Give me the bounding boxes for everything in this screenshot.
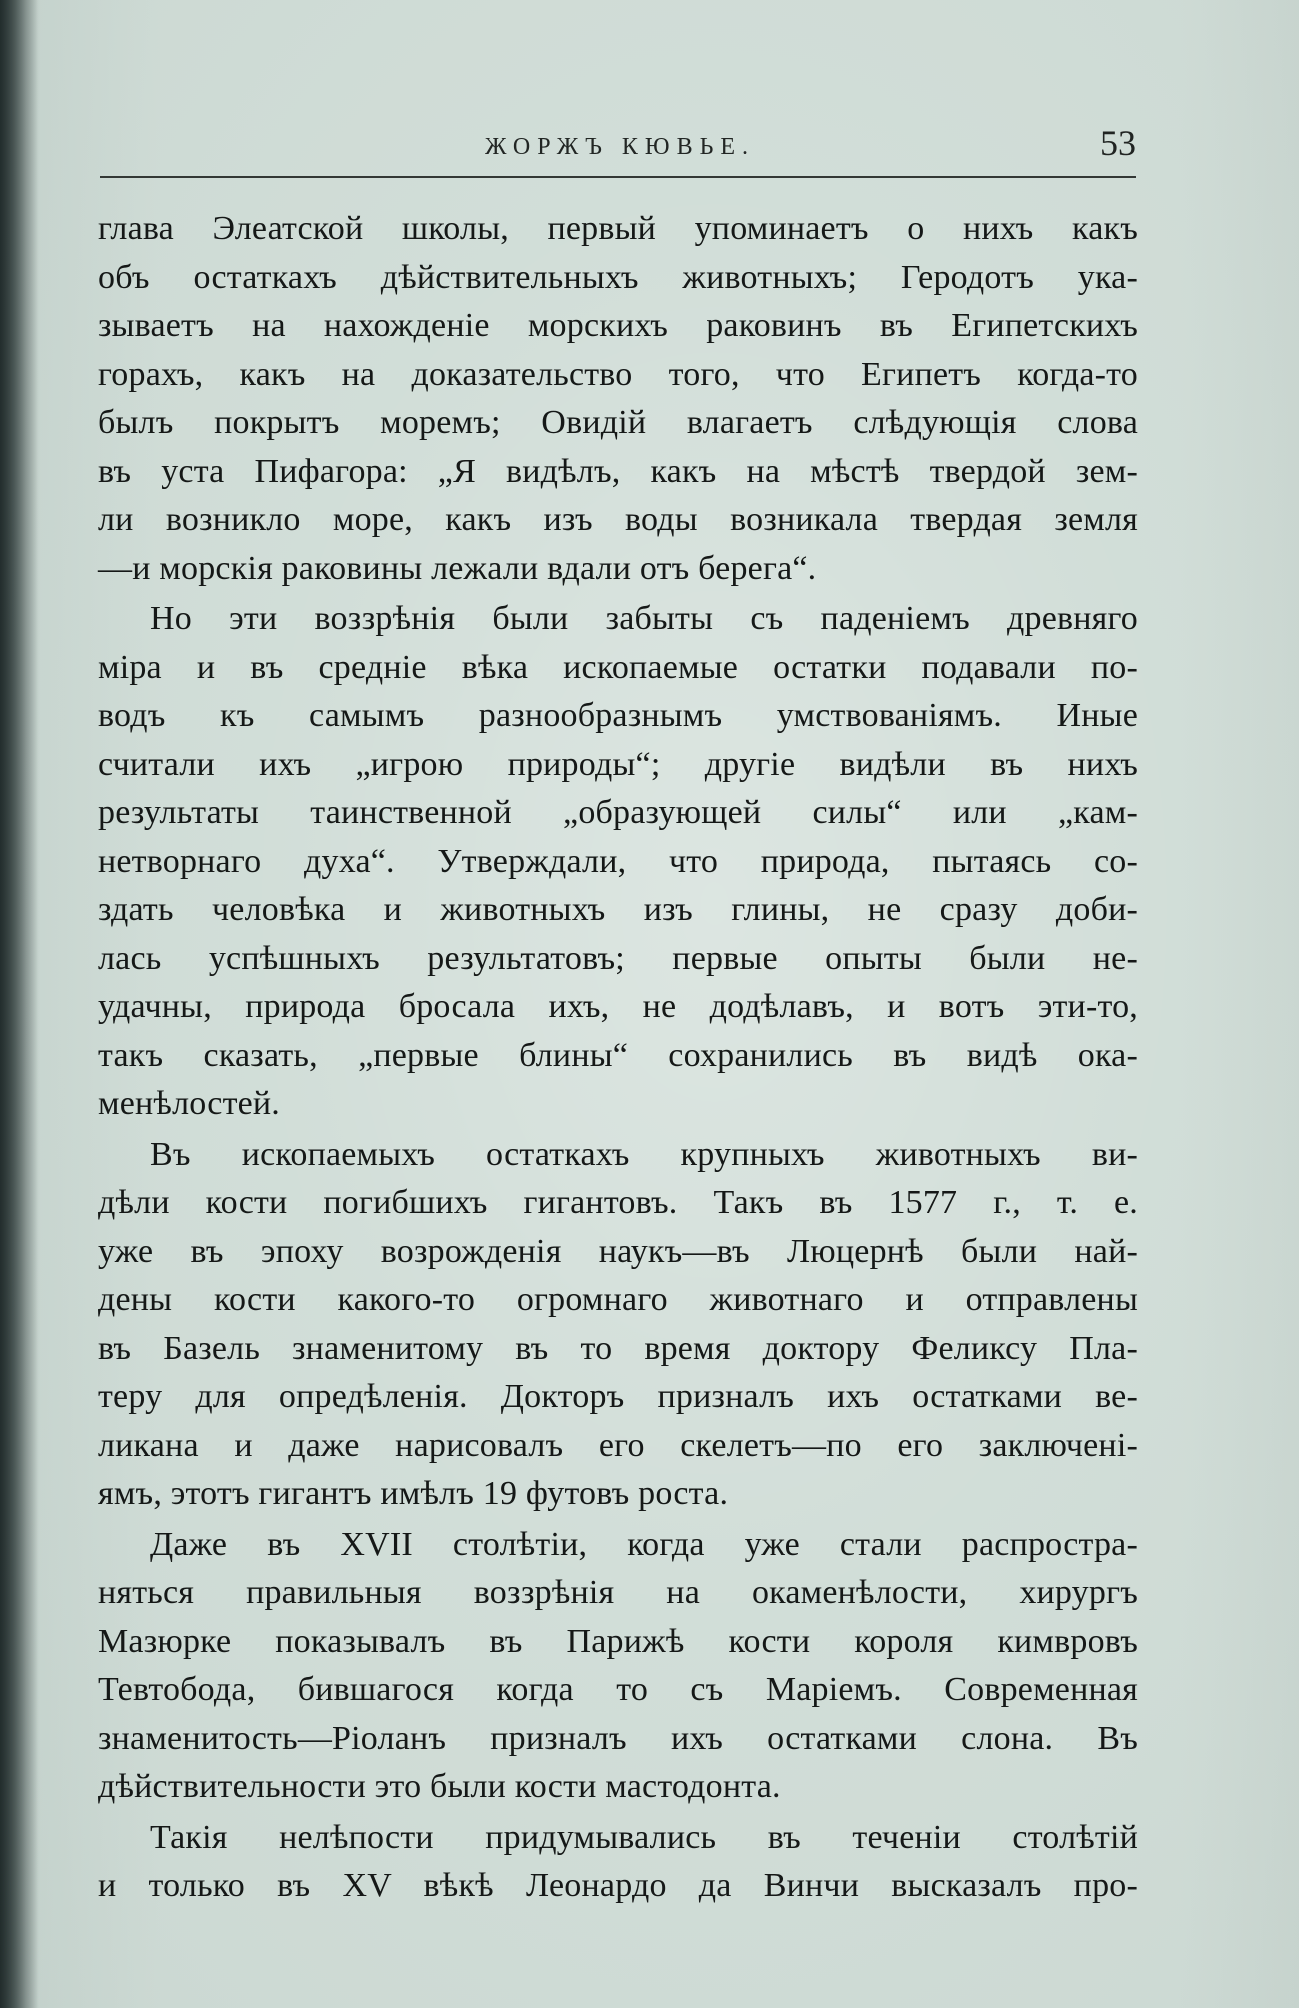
text-line: былъ покрытъ моремъ; Овидій влагаетъ слѣдующія слова: [98, 404, 1138, 441]
text-line: считали ихъ „игрою природы“; другіе видѣли въ нихъ: [98, 745, 1138, 783]
text-line: водъ къ самымъ разнообразнымъ умствованіямъ. Иные: [98, 697, 1138, 734]
text-line: ли возникло море, какъ изъ воды возникала твердая земля: [98, 501, 1138, 538]
text-line: няться правильныя воззрѣнія на окаменѣлости, хирургъ: [98, 1574, 1138, 1611]
text-line: лась успѣшныхъ результатовъ; первые опыты были не-: [98, 939, 1138, 977]
text-line: нетворнаго духа“. Утверждали, что природа, пытаясь со-: [98, 842, 1138, 880]
paragraph-2: [98, 595, 1138, 1129]
text-line: здать человѣка и животныхъ изъ глины, не сразу доби-: [98, 891, 1138, 928]
paragraph-1: [98, 205, 1138, 593]
text-line: міра и въ средніе вѣка ископаемые остатки подавали по-: [98, 648, 1138, 686]
text-line: въ Базель знаменитому въ то время доктору Феликсу Пла-: [98, 1329, 1138, 1367]
text-line: Но эти воззрѣнія были забыты съ паденіемъ древняго: [150, 600, 1138, 637]
paragraph-5: [98, 1814, 1138, 1911]
text-line: ликана и даже нарисовалъ его скелетъ—по его заключені-: [98, 1426, 1138, 1464]
text-line: удачны, природа бросала ихъ, не додѣлавъ, и вотъ эти-то,: [98, 988, 1138, 1025]
text-line: дены кости какого-то огромнаго животнаго и отправлены: [98, 1281, 1138, 1318]
page-gutter-shadow: [0, 0, 38, 2008]
body-text: [98, 205, 1138, 1904]
page-header: [100, 122, 1136, 180]
text-line: въ уста Пифагора: „Я видѣлъ, какъ на мѣстѣ твердой зем-: [98, 452, 1138, 490]
text-line: Тевтобода, бившагося когда то съ Маріемъ. Современная: [98, 1671, 1138, 1708]
text-line: теру для опредѣленія. Докторъ призналъ ихъ остатками ве-: [98, 1378, 1138, 1415]
text-line: ямъ, этотъ гигантъ имѣлъ 19 футовъ роста.: [98, 1475, 729, 1512]
text-line: Мазюрке показывалъ въ Парижѣ кости короля кимвровъ: [98, 1622, 1138, 1660]
text-line: глава Элеатской школы, первый упоминаетъ о нихъ какъ: [98, 210, 1138, 247]
text-line: результаты таинственной „образующей силы“ или „кам-: [98, 794, 1138, 831]
text-line: —и морскія раковины лежали вдали отъ берега“.: [98, 549, 817, 587]
text-line: уже въ эпоху возрожденія наукъ—въ Люцернѣ были най-: [98, 1232, 1138, 1270]
paragraph-3: [98, 1131, 1138, 1519]
header-rule: [100, 176, 1136, 178]
text-line: менѣлостей.: [98, 1085, 281, 1122]
text-line: дѣли кости погибшихъ гигантовъ. Такъ въ 1577 г., т. е.: [98, 1184, 1138, 1221]
text-line: дѣйствительности это были кости мастодонта.: [98, 1768, 781, 1805]
text-line: Такія нелѣпости придумывались въ теченіи столѣтій: [150, 1818, 1138, 1856]
text-line: объ остаткахъ дѣйствительныхъ животныхъ; Геродотъ ука-: [98, 258, 1138, 296]
paragraph-4: [98, 1521, 1138, 1812]
running-title: ЖОРЖЪ КЮВЬЕ.: [484, 134, 756, 160]
page-number: 53: [1100, 123, 1136, 163]
text-line: Въ ископаемыхъ остаткахъ крупныхъ животныхъ ви-: [150, 1135, 1138, 1173]
text-line: знаменитость—Ріоланъ призналъ ихъ остатками слона. Въ: [98, 1719, 1138, 1757]
text-line: такъ сказать, „первые блины“ сохранились въ видѣ ока-: [98, 1036, 1138, 1074]
text-line: зываетъ на нахожденіе морскихъ раковинъ въ Египетскихъ: [98, 307, 1138, 344]
text-line: горахъ, какъ на доказательство того, что Египетъ когда-то: [98, 355, 1138, 393]
text-line: и только въ XV вѣкѣ Леонардо да Винчи высказалъ про-: [98, 1867, 1138, 1904]
text-line: Даже въ XVII столѣтіи, когда уже стали распростра-: [150, 1525, 1138, 1563]
